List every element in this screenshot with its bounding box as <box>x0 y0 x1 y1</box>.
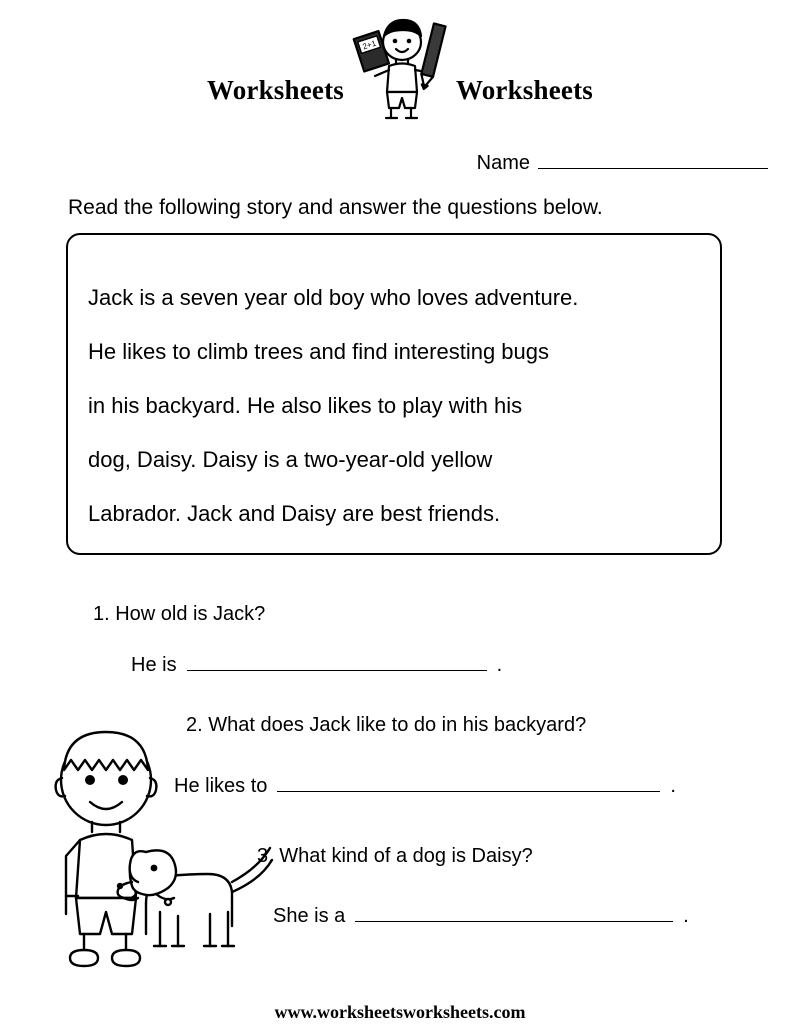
question-1-text: 1. How old is Jack? <box>93 603 266 625</box>
answer-prefix-3: She is a <box>273 905 346 927</box>
answer-period-1: . <box>496 654 503 676</box>
site-logo <box>0 14 800 124</box>
answer-period-3: . <box>683 905 689 927</box>
question-2-text: 2. What does Jack like to do in his backyard? <box>186 714 587 736</box>
answer-prefix-1: He is <box>131 654 177 676</box>
answer-period-2: . <box>670 775 676 797</box>
name-input[interactable] <box>538 148 768 169</box>
logo-text-left: Worksheets <box>207 75 344 105</box>
name-field-row <box>477 148 768 175</box>
answer-input-2[interactable] <box>277 773 660 792</box>
answer-input-3[interactable] <box>355 903 673 922</box>
story-line: Labrador. Jack and Daisy are best friends. <box>88 501 501 526</box>
answer-prefix-2: He likes to <box>174 775 268 797</box>
question-3-text: 3. What kind of a dog is Daisy? <box>257 845 533 867</box>
story-line: Jack is a seven year old boy who loves adventure. <box>88 285 579 310</box>
question-3-answer-row <box>273 903 689 928</box>
svg-text:2+1: 2+1 <box>361 38 378 52</box>
question-1-answer-row <box>131 652 502 677</box>
footer-url[interactable]: www.worksheetsworksheets.com <box>274 1002 526 1022</box>
kid-with-pencil-and-book-icon <box>344 16 456 124</box>
answer-input-1[interactable] <box>187 652 487 671</box>
story-passage-box <box>66 233 722 555</box>
story-line: in his backyard. He also likes to play with his <box>88 393 523 418</box>
boy-with-dog-illustration <box>28 722 298 987</box>
story-line: dog, Daisy. Daisy is a two-year-old yellow <box>88 447 493 472</box>
story-line: He likes to climb trees and find interesting bugs <box>88 339 550 364</box>
logo-text-right: Worksheets <box>456 75 593 105</box>
name-label: Name <box>476 152 530 174</box>
instruction-text: Read the following story and answer the questions below. <box>68 196 603 219</box>
